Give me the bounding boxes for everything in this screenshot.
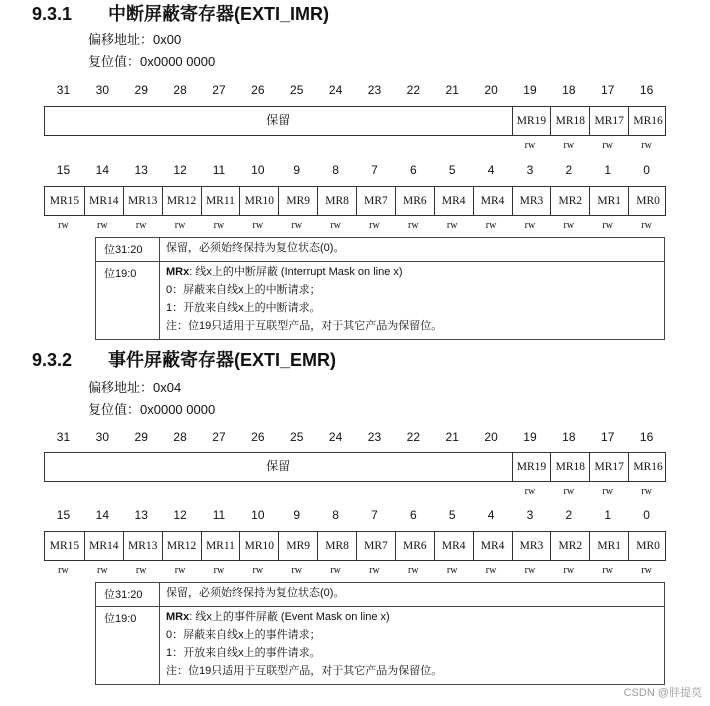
access-type: rw bbox=[330, 220, 341, 231]
section-number: 9.3.1 bbox=[32, 4, 73, 24]
register-bit-field: MR9 bbox=[278, 532, 317, 560]
bit-number: 16 bbox=[639, 430, 654, 444]
access-type: rw bbox=[563, 140, 575, 151]
bit-number: 8 bbox=[332, 163, 339, 177]
access-type: rw bbox=[563, 565, 575, 576]
bit-number: 5 bbox=[448, 508, 456, 522]
bit-number: 7 bbox=[371, 163, 378, 177]
bit-number: 0 bbox=[643, 163, 650, 177]
bit-number: 6 bbox=[409, 508, 417, 522]
offset-address: 偏移地址：0x00 bbox=[88, 32, 182, 47]
section-heading: 事件屏蔽寄存器(EXTI_EMR) bbox=[108, 350, 337, 370]
register-bit-field: MR3 bbox=[512, 532, 551, 560]
bit-number: 24 bbox=[328, 83, 343, 97]
register-bit-field: MR6 bbox=[395, 187, 434, 215]
bit-number: 13 bbox=[134, 163, 148, 177]
bit-number: 29 bbox=[134, 83, 148, 97]
register-bit-field: MR15 bbox=[49, 195, 80, 207]
bit-number: 22 bbox=[406, 430, 420, 444]
register-bit-field: MR18 bbox=[550, 107, 589, 135]
register-bit-field: MR1 bbox=[589, 187, 628, 215]
bit-number: 26 bbox=[251, 83, 265, 97]
register-bit-field: MR3 bbox=[512, 187, 551, 215]
desc-text: 注：位19只适用于互联型产品，对于其它产品为保留位。 bbox=[166, 665, 443, 677]
register-row-high bbox=[44, 452, 666, 482]
bit-number: 28 bbox=[173, 430, 187, 444]
register-bit-field: MR19 bbox=[512, 107, 551, 135]
access-type: rw bbox=[135, 220, 147, 231]
section-title bbox=[32, 346, 336, 372]
register-bit-field: MR7 bbox=[356, 532, 395, 560]
desc-row-mrx bbox=[96, 261, 664, 339]
section-title bbox=[32, 0, 329, 26]
bit-number: 30 bbox=[95, 83, 109, 97]
desc-text: 0：屏蔽来自线x上的事件请求； bbox=[166, 629, 321, 641]
reserved-field: 保留 bbox=[266, 459, 291, 473]
register-bit-field: MR13 bbox=[123, 187, 162, 215]
bit-description-table bbox=[95, 582, 665, 685]
bit-number: 27 bbox=[212, 430, 226, 444]
bit-number: 31 bbox=[56, 430, 71, 444]
bit-numbers-low bbox=[44, 508, 666, 524]
bit-number: 23 bbox=[367, 430, 382, 444]
access-type: rw bbox=[291, 220, 302, 231]
bit-number: 27 bbox=[212, 83, 226, 97]
register-bit-field: MR4 bbox=[434, 532, 473, 560]
desc-row-mrx bbox=[96, 606, 664, 684]
bit-number: 15 bbox=[56, 508, 71, 522]
register-row-high bbox=[44, 106, 666, 136]
access-type: rw bbox=[602, 486, 613, 497]
register-bit-field: MR12 bbox=[162, 187, 201, 215]
register-bit-field: MR19 bbox=[512, 453, 551, 481]
bit-number: 3 bbox=[526, 508, 534, 522]
register-bit-field: MR4 bbox=[473, 187, 512, 215]
register-bit-field: MR18 bbox=[550, 453, 589, 481]
bit-number: 7 bbox=[371, 508, 378, 522]
bit-number: 5 bbox=[448, 163, 456, 177]
access-type: rw bbox=[291, 565, 302, 576]
bit-number: 18 bbox=[562, 83, 576, 97]
register-bit-field: MR4 bbox=[434, 187, 473, 215]
register-bit-field: MR6 bbox=[395, 532, 434, 560]
register-row-low bbox=[44, 531, 666, 561]
register-bit-field: MR2 bbox=[550, 187, 589, 215]
desc-bit-range: 位31:20 bbox=[96, 583, 160, 606]
bit-number: 9 bbox=[293, 163, 301, 177]
register-bit-field: MR17 bbox=[589, 453, 628, 481]
access-type: rw bbox=[485, 565, 497, 576]
register-bit-field: MR12 bbox=[162, 532, 201, 560]
reset-value: 复位值：0x0000 0000 bbox=[88, 54, 216, 69]
access-type: rw bbox=[446, 220, 458, 231]
access-type: rw bbox=[97, 220, 108, 231]
bit-number: 9 bbox=[293, 508, 301, 522]
bit-numbers-low bbox=[44, 163, 666, 179]
access-type: rw bbox=[524, 220, 536, 231]
desc-bit-range: 位19:0 bbox=[96, 607, 160, 684]
bit-number: 19 bbox=[523, 430, 537, 444]
register-bit-field: MR8 bbox=[317, 532, 356, 560]
access-row-high bbox=[44, 486, 666, 498]
register-bit-field: MR8 bbox=[317, 187, 356, 215]
desc-text: 保留，必须始终保持为复位状态(0)。 bbox=[166, 587, 345, 599]
bit-number: 4 bbox=[487, 163, 495, 177]
register-bit-field: MR11 bbox=[201, 532, 240, 560]
register-bit-field: MR14 bbox=[84, 532, 123, 560]
bit-number: 16 bbox=[639, 83, 654, 97]
bit-number: 11 bbox=[212, 163, 226, 177]
access-type: rw bbox=[524, 486, 536, 497]
bit-number: 25 bbox=[290, 83, 304, 97]
access-type: rw bbox=[485, 220, 497, 231]
access-row-high bbox=[44, 140, 666, 152]
access-type: rw bbox=[135, 565, 147, 576]
desc-text: 1：开放来自线x上的事件请求。 bbox=[166, 647, 321, 659]
field-name: MRx bbox=[166, 611, 190, 623]
access-type: rw bbox=[602, 565, 613, 576]
access-type: rw bbox=[408, 565, 419, 576]
reserved-field: 保留 bbox=[266, 113, 291, 127]
section-number: 9.3.2 bbox=[32, 350, 73, 370]
watermark: CSDN @胖提莫 bbox=[623, 687, 702, 699]
access-type: rw bbox=[602, 220, 613, 231]
bit-number: 2 bbox=[565, 163, 573, 177]
register-bit-field: MR7 bbox=[356, 187, 395, 215]
bit-number: 8 bbox=[332, 508, 339, 522]
bit-number: 3 bbox=[526, 163, 534, 177]
register-bit-field: MR0 bbox=[628, 187, 667, 215]
bit-description-table bbox=[95, 237, 665, 340]
bit-number: 10 bbox=[251, 163, 265, 177]
access-type: rw bbox=[174, 220, 186, 231]
bit-numbers-high bbox=[44, 83, 666, 99]
register-bit-field: MR16 bbox=[628, 453, 667, 481]
bit-number: 28 bbox=[173, 83, 187, 97]
desc-row-reserved bbox=[96, 238, 664, 261]
access-type: rw bbox=[563, 220, 575, 231]
access-row-low bbox=[44, 220, 666, 232]
access-row-low bbox=[44, 565, 666, 577]
register-bit-field: MR13 bbox=[123, 532, 162, 560]
bit-numbers-high bbox=[44, 430, 666, 446]
bit-number: 23 bbox=[367, 83, 382, 97]
register-bit-field: MR15 bbox=[49, 540, 80, 552]
register-bit-field: MR17 bbox=[589, 107, 628, 135]
bit-number: 22 bbox=[406, 83, 420, 97]
bit-number: 15 bbox=[56, 163, 71, 177]
access-type: rw bbox=[602, 140, 613, 151]
bit-number: 1 bbox=[604, 163, 612, 177]
register-bit-field: MR1 bbox=[589, 532, 628, 560]
bit-number: 12 bbox=[173, 163, 187, 177]
register-bit-field: MR9 bbox=[278, 187, 317, 215]
access-type: rw bbox=[641, 140, 652, 151]
bit-number: 2 bbox=[565, 508, 573, 522]
bit-number: 21 bbox=[445, 83, 459, 97]
bit-number: 14 bbox=[95, 508, 109, 522]
access-type: rw bbox=[446, 565, 458, 576]
register-bit-field: MR10 bbox=[239, 532, 278, 560]
access-type: rw bbox=[408, 220, 419, 231]
bit-number: 0 bbox=[643, 508, 650, 522]
bit-number: 17 bbox=[601, 430, 615, 444]
register-bit-field: MR0 bbox=[628, 532, 667, 560]
access-type: rw bbox=[563, 486, 575, 497]
access-type: rw bbox=[97, 565, 108, 576]
access-type: rw bbox=[330, 565, 341, 576]
desc-text: : 线x上的中断屏蔽 (Interrupt Mask on line x) bbox=[189, 266, 403, 278]
desc-text: 保留，必须始终保持为复位状态(0)。 bbox=[166, 242, 345, 254]
desc-text: : 线x上的事件屏蔽 (Event Mask on line x) bbox=[189, 611, 390, 623]
bit-number: 19 bbox=[523, 83, 537, 97]
access-type: rw bbox=[369, 565, 380, 576]
register-bit-field: MR11 bbox=[201, 187, 240, 215]
bit-number: 26 bbox=[251, 430, 265, 444]
desc-text: 1：开放来自线x上的中断请求。 bbox=[166, 302, 321, 314]
bit-number: 1 bbox=[604, 508, 612, 522]
register-bit-field: MR14 bbox=[84, 187, 123, 215]
register-bit-field: MR2 bbox=[550, 532, 589, 560]
bit-number: 13 bbox=[134, 508, 148, 522]
access-type: rw bbox=[252, 565, 264, 576]
offset-address: 偏移地址：0x04 bbox=[88, 380, 182, 395]
register-bit-field: MR4 bbox=[473, 532, 512, 560]
bit-number: 29 bbox=[134, 430, 148, 444]
access-type: rw bbox=[252, 220, 264, 231]
field-name: MRx bbox=[166, 266, 190, 278]
access-type: rw bbox=[369, 220, 380, 231]
bit-number: 14 bbox=[95, 163, 109, 177]
access-type: rw bbox=[524, 565, 536, 576]
access-type: rw bbox=[524, 140, 536, 151]
bit-number: 31 bbox=[56, 83, 71, 97]
register-bit-field: MR10 bbox=[239, 187, 278, 215]
register-bit-field: MR16 bbox=[628, 107, 667, 135]
section-heading: 中断屏蔽寄存器(EXTI_IMR) bbox=[108, 4, 330, 24]
bit-number: 4 bbox=[487, 508, 495, 522]
bit-number: 20 bbox=[484, 83, 498, 97]
bit-number: 30 bbox=[95, 430, 109, 444]
bit-number: 11 bbox=[212, 508, 226, 522]
desc-row-reserved bbox=[96, 583, 664, 606]
register-row-low bbox=[44, 186, 666, 216]
access-type: rw bbox=[213, 565, 225, 576]
desc-text: 注：位19只适用于互联型产品，对于其它产品为保留位。 bbox=[166, 320, 443, 332]
bit-number: 12 bbox=[173, 508, 187, 522]
access-type: rw bbox=[58, 565, 69, 576]
bit-number: 24 bbox=[328, 430, 343, 444]
bit-number: 25 bbox=[290, 430, 304, 444]
bit-number: 17 bbox=[601, 83, 615, 97]
bit-number: 20 bbox=[484, 430, 498, 444]
desc-bit-range: 位19:0 bbox=[96, 262, 160, 339]
reset-value: 复位值：0x0000 0000 bbox=[88, 402, 216, 417]
bit-number: 21 bbox=[445, 430, 459, 444]
access-type: rw bbox=[641, 220, 652, 231]
desc-text: 0：屏蔽来自线x上的中断请求； bbox=[166, 284, 321, 296]
access-type: rw bbox=[174, 565, 186, 576]
bit-number: 18 bbox=[562, 430, 576, 444]
bit-number: 10 bbox=[251, 508, 265, 522]
desc-bit-range: 位31:20 bbox=[96, 238, 160, 261]
access-type: rw bbox=[641, 565, 652, 576]
access-type: rw bbox=[58, 220, 69, 231]
access-type: rw bbox=[641, 486, 652, 497]
bit-number: 6 bbox=[409, 163, 417, 177]
access-type: rw bbox=[213, 220, 225, 231]
